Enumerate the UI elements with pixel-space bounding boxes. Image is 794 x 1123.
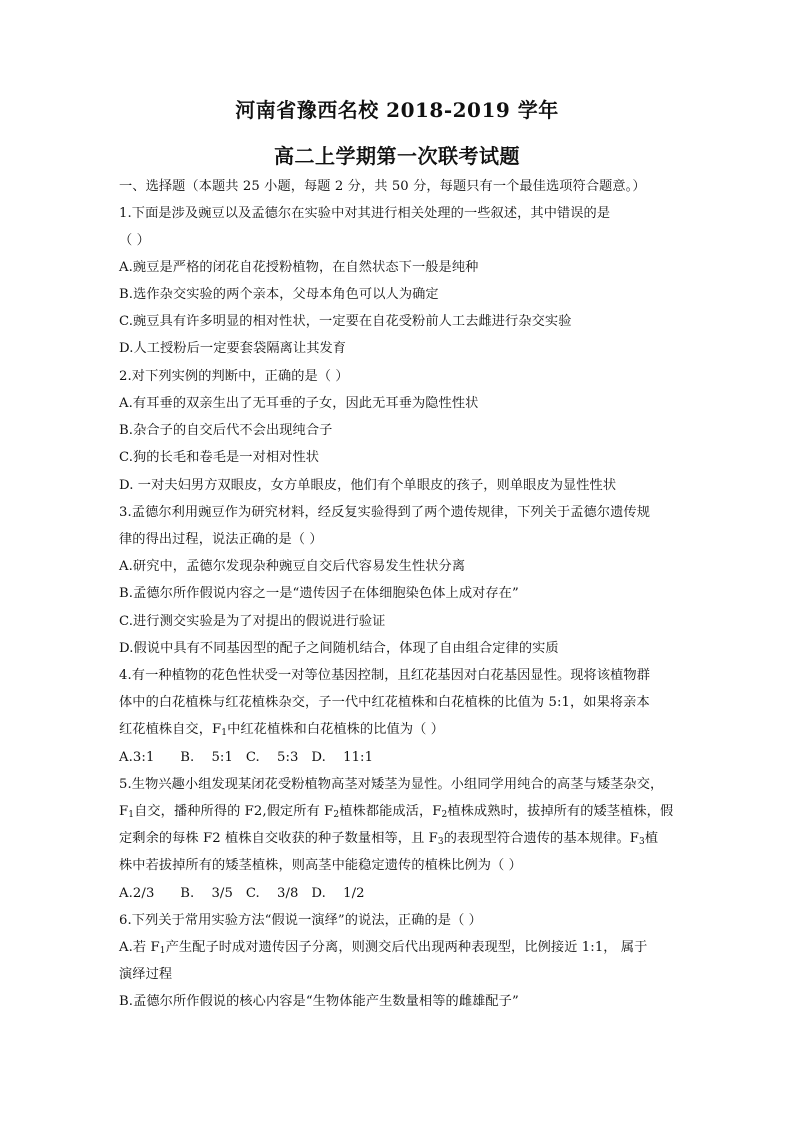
- f-label: F: [119, 804, 129, 819]
- question-4-stem-end: [119, 721, 444, 739]
- question-5-text: 自交，播种所得的 F2,假定所有 F: [134, 804, 334, 819]
- question-2-stem: 2.对下列实例的判断中，正确的是（ ）: [119, 369, 349, 384]
- question-6-option-a-cont: 演绎过程: [119, 967, 173, 982]
- subscript: 1: [159, 946, 166, 956]
- subscript: 2: [441, 810, 448, 820]
- question-4-stem-text: 红花植株自交，F: [119, 722, 222, 737]
- question-5-stem-end: 株中若拔掉所有的矮茎植株，则高茎中能稳定遗传的植株比例为（ ）: [119, 858, 522, 873]
- question-2-option-d: D. 一对夫妇男方双眼皮，女方单眼皮，他们有个单眼皮的孩子，则单眼皮为显性性状: [119, 478, 617, 493]
- section-heading: 一、选择题（本题共 25 小题，每题 2 分，共 50 分，每题只有一个最佳选项符合题意。）: [119, 179, 646, 194]
- question-5-stem: 5.生物兴趣小组发现某闭花受粉植物高茎对矮茎为显性。小组同学用纯合的高茎与矮茎杂交，: [119, 777, 664, 792]
- question-1-option-c: C.豌豆具有许多明显的相对性状，一定要在自花受粉前人工去雌进行杂交实验: [119, 314, 572, 329]
- question-1-option-d: D.人工授粉后一定要套袋隔离让其发育: [119, 341, 347, 356]
- question-2-option-b: B.杂合子的自交后代不会出现纯合子: [119, 423, 333, 438]
- question-4-stem-text-rest: 中红花植株和白花植株的比值为（ ）: [227, 722, 444, 737]
- question-6-option-b: B.孟德尔所作假说的核心内容是“生物体能产生数量相等的雌雄配子”: [119, 994, 519, 1009]
- subscript: 2: [333, 810, 340, 820]
- page-title: 河南省豫西名校 2018-2019 学年: [235, 98, 559, 122]
- question-5-stem-cont: [119, 803, 673, 821]
- question-3-option-a: A.研究中，孟德尔发现杂种豌豆自交后代容易发生性状分离: [119, 559, 466, 574]
- question-2-option-c: C.狗的长毛和卷毛是一对相对性状: [119, 450, 320, 465]
- subscript: 3: [437, 837, 444, 847]
- question-4-stem-cont: 体中的白花植株与红花植株杂交，子一代中红花植株和白花植株的比值为 5:1，如果将亲本: [119, 695, 650, 710]
- page-subtitle: 高二上学期第一次联考试题: [274, 144, 520, 168]
- question-5-text: 的表现型符合遗传的基本规律。F: [443, 831, 640, 846]
- question-5-stem-cont-2: [119, 830, 658, 848]
- question-1-stem-bracket: （ ）: [119, 233, 150, 248]
- subscript: 1: [221, 728, 228, 738]
- question-5-text: 植: [644, 831, 659, 846]
- question-2-option-a: A.有耳垂的双亲生出了无耳垂的子女，因此无耳垂为隐性性状: [119, 396, 479, 411]
- question-3-option-d: D.假说中具有不同基因型的配子之间随机结合，体现了自由组合定律的实质: [119, 641, 559, 656]
- question-5-text: 植株都能成活，F: [339, 804, 442, 819]
- question-3-stem: 3.孟德尔利用豌豆作为研究材料，经反复实验得到了两个遗传规律，下列关于孟德尔遗传规: [119, 505, 650, 520]
- question-5-text: 定剩余的每株 F2 植株自交收获的种子数量相等，且 F: [119, 831, 438, 846]
- subscript: 3: [639, 837, 645, 847]
- question-1-stem: 1.下面是涉及豌豆以及孟德尔在实验中对其进行相关处理的一些叙述，其中错误的是: [119, 206, 611, 221]
- question-3-option-c: C.进行测交实验是为了对提出的假说进行验证: [119, 614, 386, 629]
- question-4-options: A.3:1 B. 5:1 C. 5:3 D. 11:1: [119, 750, 374, 765]
- question-3-stem-cont: 律的得出过程，说法正确的是（ ）: [119, 532, 323, 547]
- question-6-stem: 6.下列关于常用实验方法“假说一演绎”的说法，正确的是（ ）: [119, 913, 482, 928]
- question-1-option-b: B.选作杂交实验的两个亲本，父母本角色可以人为确定: [119, 287, 439, 302]
- question-4-stem: 4.有一种植物的花色性状受一对等位基因控制，且红花基因对白花基因显性。现将该植物群: [119, 668, 650, 683]
- question-1-option-a: A.豌豆是严格的闭花自花授粉植物，在自然状态下一般是纯种: [119, 260, 479, 275]
- subscript: 1: [128, 810, 135, 820]
- question-5-text: 植株成熟时，拔掉所有的矮茎植株，假: [447, 804, 674, 819]
- question-3-option-b: B.孟德尔所作假说内容之一是“遗传因子在体细胞染色体上成对存在”: [119, 586, 519, 601]
- question-5-options: A.2/3 B. 3/5 C. 3/8 D. 1/2: [119, 886, 365, 901]
- question-6-option-a: [119, 939, 647, 957]
- question-6-text: 产生配子时成对遗传因子分离，则测交后代出现两种表现型，比例接近 1:1， 属于: [165, 940, 648, 955]
- question-6-text: A.若 F: [119, 940, 160, 955]
